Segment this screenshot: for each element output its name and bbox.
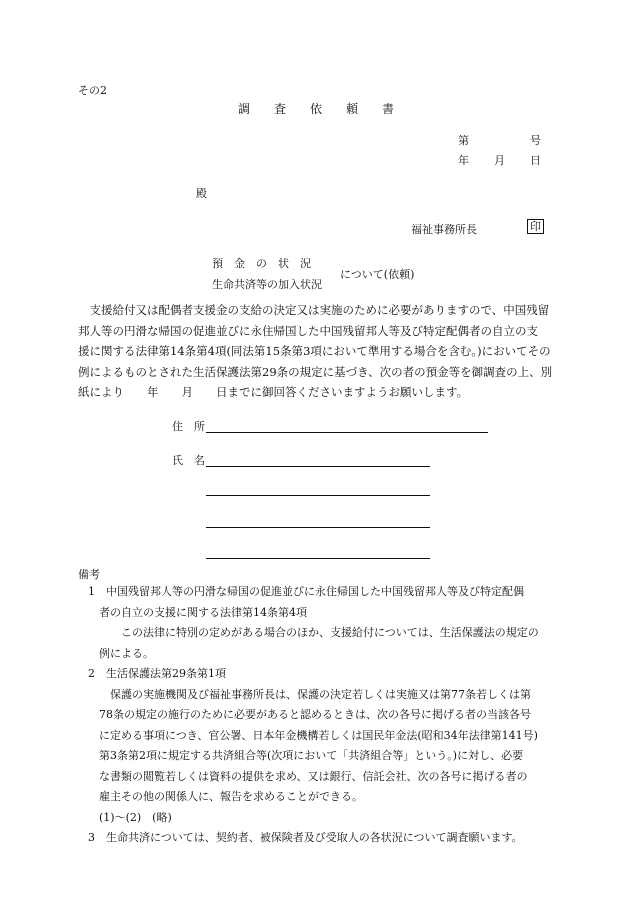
document-title [238,100,394,117]
note-line: 2 生活保護法第29条第1項 [88,667,226,680]
note-line: 雇主その他の関係人に、報告を求めることができる。 [88,790,363,803]
note-line: な書類の閲覧若しくは資料の提供を求め、又は銀行、信託会社、次の各号に掲げる者の [88,769,528,783]
name-field[interactable] [206,466,430,467]
document-number-suffix: 号 [530,134,541,147]
subject-suffix: について(依頼) [340,268,415,281]
note-line: に定める事項につき、官公署、日本年金機構若しくは国民年金法(昭和34年法律第141号) [88,728,538,742]
note-line: 1 中国残留邦人等の円滑な帰国の促進並びに永住帰国した中国残留邦人等及び特定配偶 [88,585,524,598]
note-line: 3 生命共済については、契約者、被保険者及び受取人の各状況について調査願います。 [88,831,523,844]
date-year: 年 [458,154,469,167]
notes-list [78,582,558,849]
body-line: 例によるものとされた生活保護法第29条の規定に基づき、次の者の預金等を御調査の上、別 [78,364,553,379]
body-line: 援に関する法律第14条第4項(同法第15条第3項において準用する場合を含む。)においてその [78,344,551,358]
subject-line-2: 生命共済等の加入状況 [212,278,322,291]
extra-field-2[interactable] [206,527,430,528]
title-char: 調 [238,102,251,116]
body-line: 紙により 年 月 日までに御回答くださいますようお願いします。 [78,385,469,399]
title-char: 依 [310,102,323,116]
note-line: 者の自立の支援に関する法律第14条第4項 [88,605,307,619]
seal-mark: 印 [527,219,544,234]
date-day: 日 [530,154,541,167]
note-line: この法律に特別の定めがある場合のほか、支援給付については、生活保護法の規定の [88,626,539,639]
body-paragraph [78,300,552,403]
notes-heading: 備考 [78,568,100,581]
extra-field-1[interactable] [206,495,430,496]
note-line: 保護の実施機関及び福祉事務所長は、保護の決定若しくは実施又は第77条若しくは第 [88,687,531,701]
body-line: 支援給付又は配偶者支援金の支給の決定又は実施のために必要がありますので、中国残留 [78,303,550,317]
body-line: 邦人等の円滑な帰国の促進並びに永住帰国した中国残留邦人等及び特定配偶者の自立の支 [78,323,538,338]
address-field[interactable] [206,432,488,433]
seal-box [527,219,544,234]
note-line: 例による。 [88,646,154,660]
extra-field-3[interactable] [206,558,430,559]
subject-line-1: 預 金 の 状 況 [212,257,311,270]
sender: 福祉事務所長 [411,223,477,236]
note-line: 第3条第2項に規定する共済組合等(次項において「共済組合等」という。)に対し、必要 [88,749,524,762]
date-month: 月 [494,154,505,167]
title-char: 査 [274,102,287,116]
title-char: 頼 [346,102,359,116]
document-number-prefix: 第 [458,134,469,147]
note-line: (1)～(2) (略) [88,810,172,824]
form-label: その2 [78,84,107,97]
title-char: 書 [382,102,395,116]
address-label: 住 所 [172,420,205,433]
addressee-suffix: 殿 [196,187,207,200]
name-label: 氏 名 [172,454,205,467]
note-line: 78条の規定の施行のために必要があると認めるときは、次の各号に掲げる者の当該各号 [88,708,531,721]
